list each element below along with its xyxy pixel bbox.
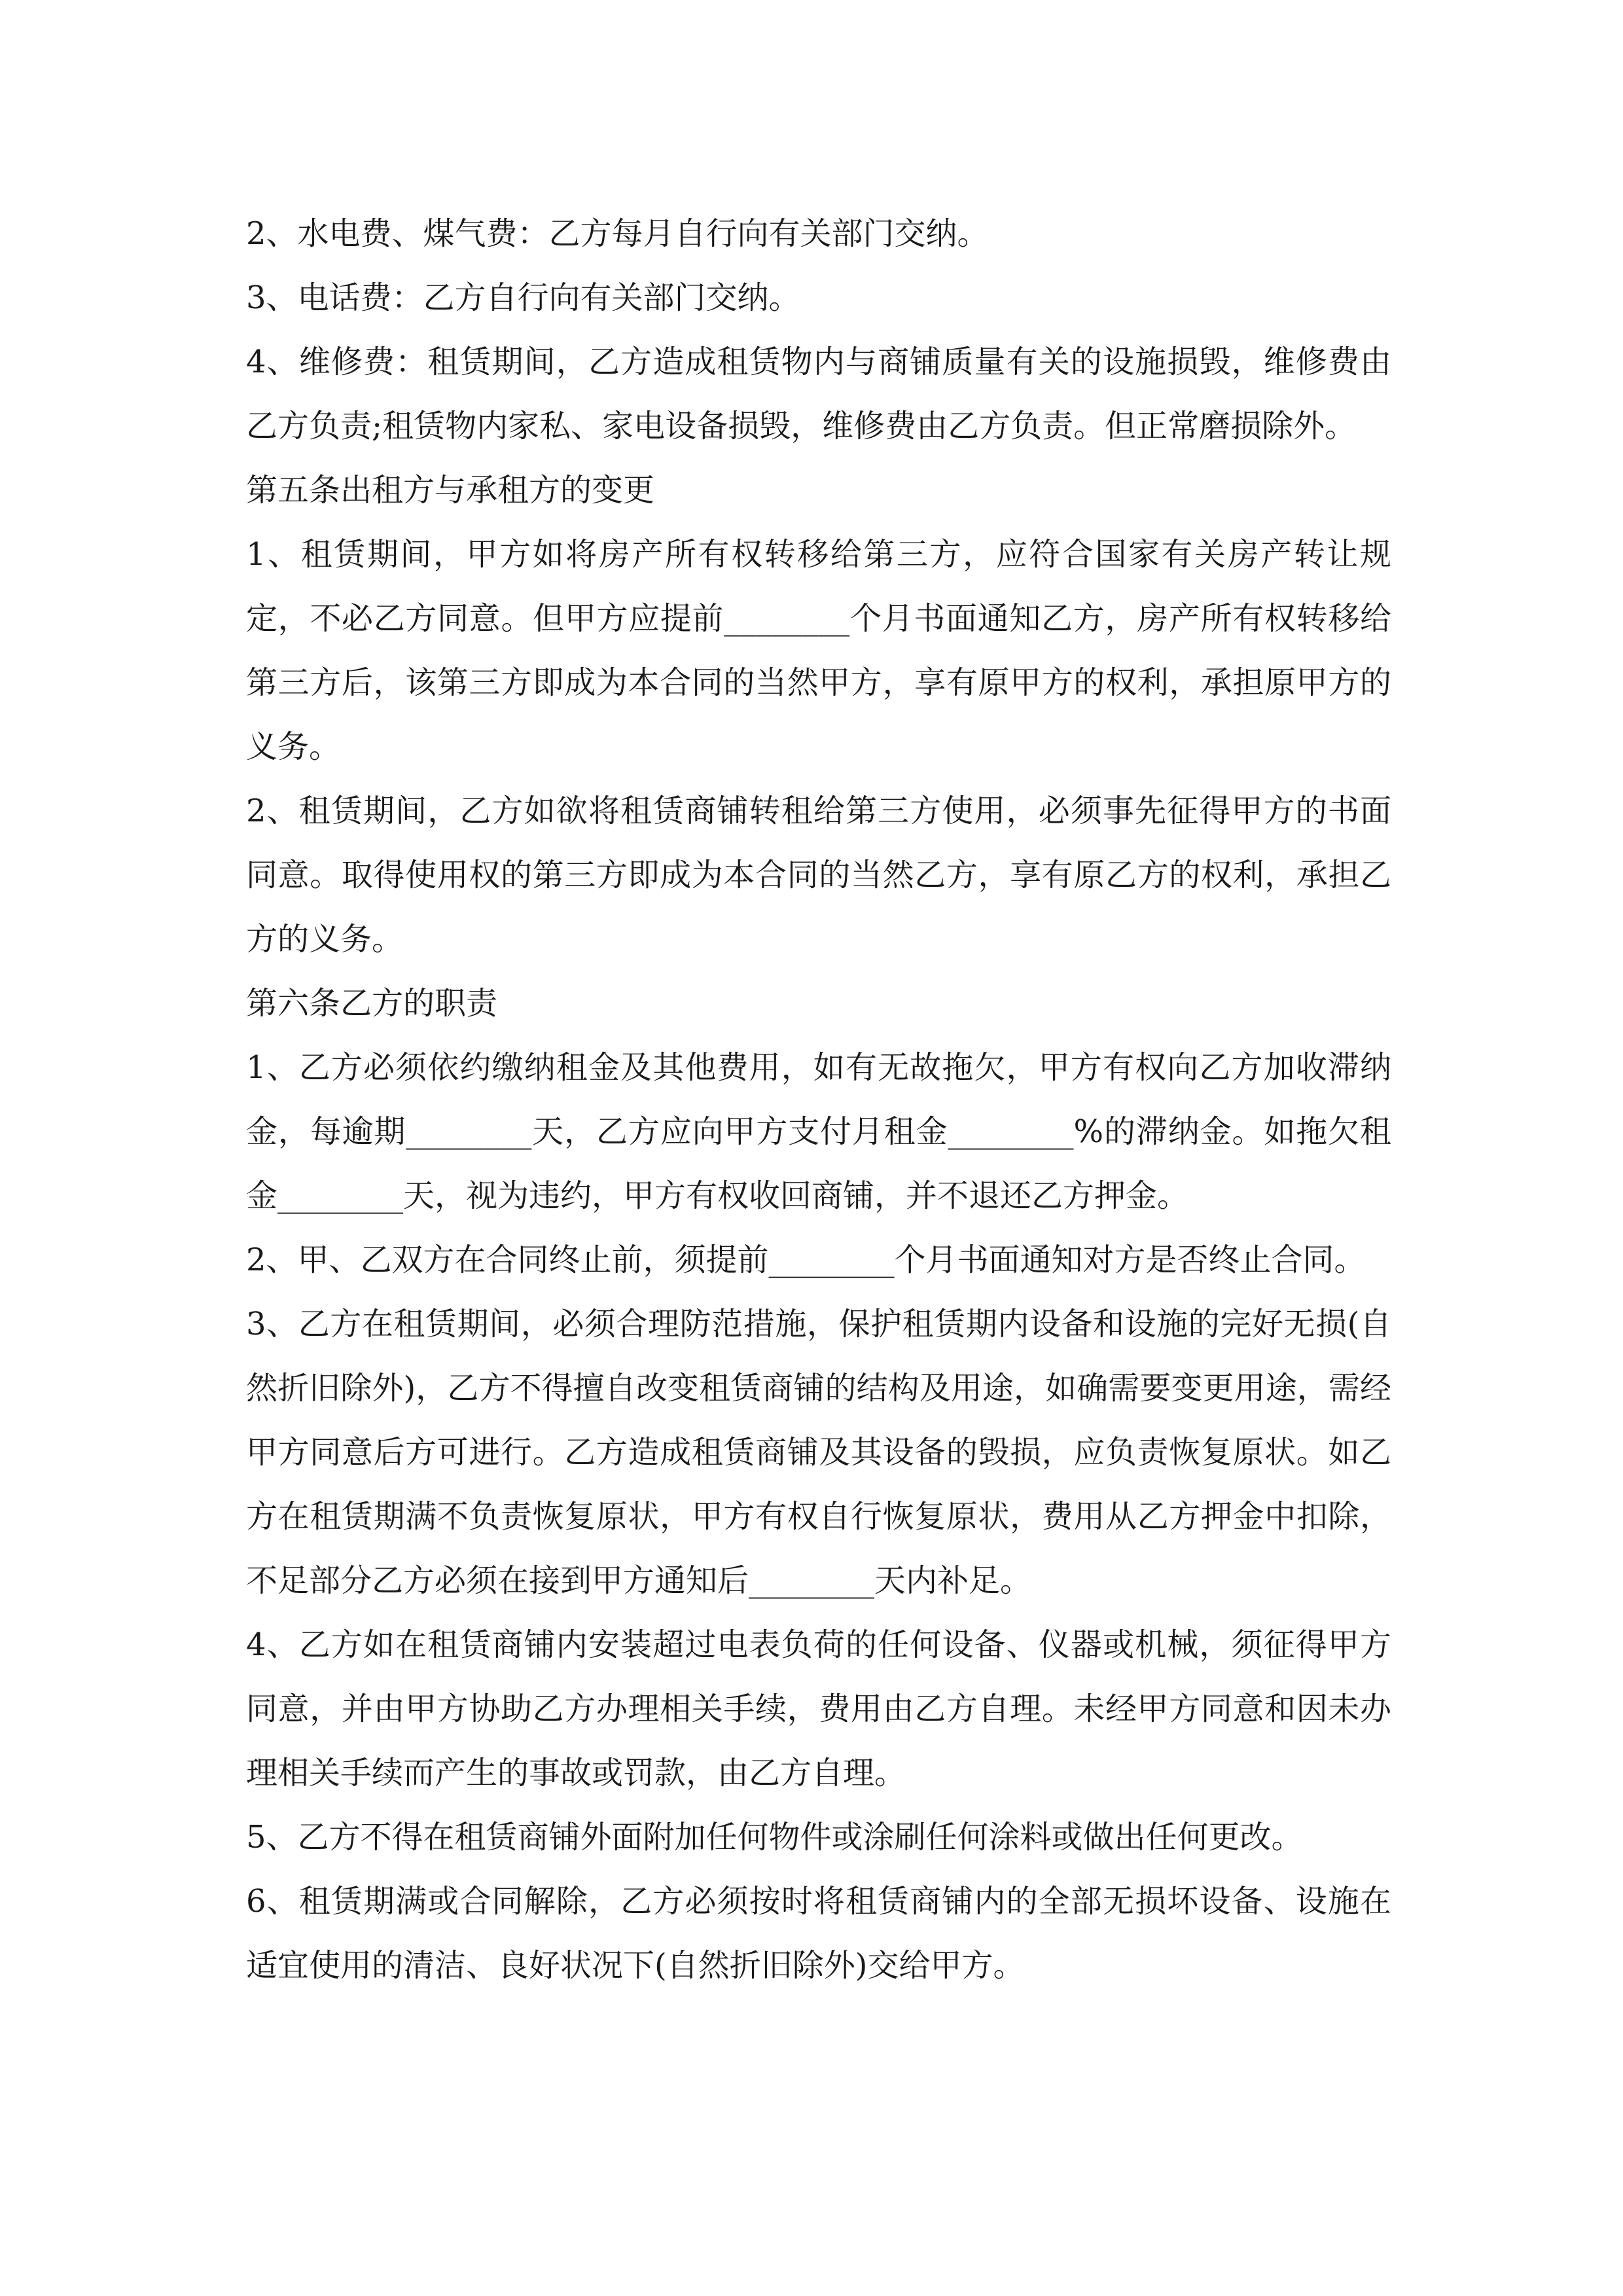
- paragraph-utilities-fee: 2、水电费、煤气费：乙方每月自行向有关部门交纳。: [246, 215, 989, 252]
- paragraph-article-6-item-1: 1、乙方必须依约缴纳租金及其他费用，如有无故拖欠，甲方有权向乙方加收滞纳金，每逾期________天，乙方应向甲方支付月租金________%的滞纳金。如拖欠租金________天，视为违约，甲方有权收回商铺，并不退还乙方押金。: [246, 1049, 1391, 1214]
- paragraph-article-6-item-2: 2、甲、乙双方在合同终止前，须提前________个月书面通知对方是否终止合同。: [246, 1242, 1366, 1278]
- section-heading-article-6: 第六条乙方的职责: [246, 985, 498, 1022]
- paragraph-article-6-item-5: 5、乙方不得在租赁商铺外面附加任何物件或涂刷任何涂料或做出任何更改。: [246, 1819, 1303, 1856]
- section-heading-article-5: 第五条出租方与承租方的变更: [246, 472, 655, 509]
- paragraph-article-5-item-1: 1、租赁期间，甲方如将房产所有权转移给第三方，应符合国家有关房产转让规定，不必乙方同意。但甲方应提前________个月书面通知乙方，房产所有权转移给第三方后，该第三方即成为本合同的当然甲方，享有原甲方的权利，承担原甲方的义务。: [246, 536, 1391, 765]
- paragraph-article-6-item-4: 4、乙方如在租赁商铺内安装超过电表负荷的任何设备、仪器或机械，须征得甲方同意，并由甲方协助乙方办理相关手续，费用由乙方自理。未经甲方同意和因未办理相关手续而产生的事故或罚款，由乙方自理。: [246, 1626, 1391, 1791]
- paragraph-phone-fee: 3、电话费：乙方自行向有关部门交纳。: [246, 279, 800, 316]
- document-body: [246, 202, 1391, 1998]
- paragraph-article-6-item-6: 6、租赁期满或合同解除，乙方必须按时将租赁商铺内的全部无损坏设备、设施在适宜使用的清洁、良好状况下(自然折旧除外)交给甲方。: [246, 1883, 1391, 1984]
- paragraph-article-5-item-2: 2、租赁期间，乙方如欲将租赁商铺转租给第三方使用，必须事先征得甲方的书面同意。取得使用权的第三方即成为本合同的当然乙方，享有原乙方的权利，承担乙方的义务。: [246, 793, 1391, 958]
- paragraph-maintenance-fee: 4、维修费：租赁期间，乙方造成租赁物内与商铺质量有关的设施损毁，维修费由乙方负责;租赁物内家私、家电设备损毁，维修费由乙方负责。但正常磨损除外。: [246, 344, 1391, 444]
- paragraph-article-6-item-3: 3、乙方在租赁期间，必须合理防范措施，保护租赁期内设备和设施的完好无损(自然折旧除外)，乙方不得擅自改变租赁商铺的结构及用途，如确需要变更用途，需经甲方同意后方可进行。乙方造成租赁商铺及其设备的毁损，应负责恢复原状。如乙方在租赁期满不负责恢复原状，甲方有权自行恢复原状，费用从乙方押金中扣除，不足部分乙方必须在接到甲方通知后________天内补足。: [246, 1306, 1391, 1599]
